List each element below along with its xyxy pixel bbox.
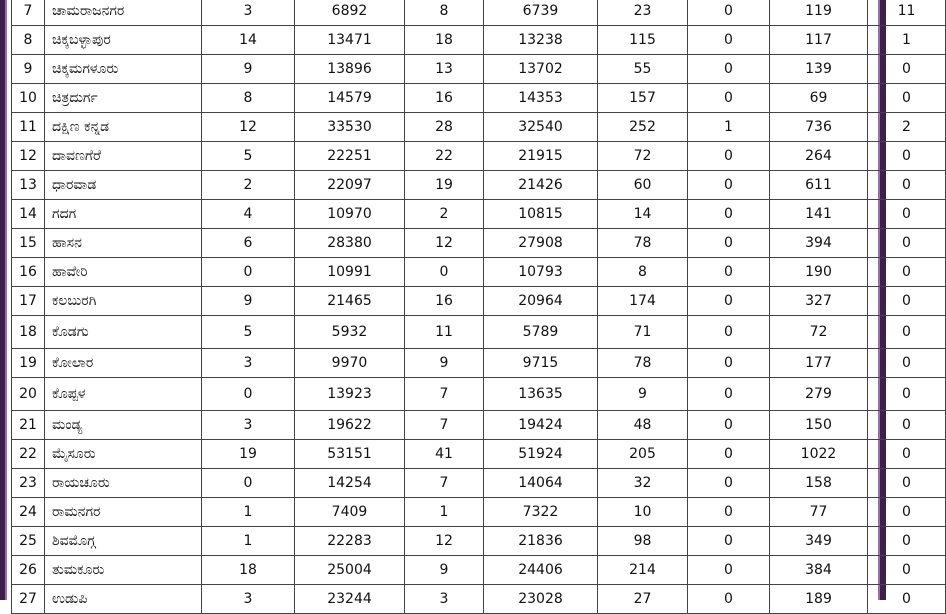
district-name-cell: ಕೋಲಾರ (45, 349, 202, 378)
value-cell-c4: 13238 (484, 26, 598, 55)
value-cell-c2: 9970 (295, 349, 405, 378)
value-cell-c5: 214 (598, 556, 688, 585)
district-name-cell: ಕಲಬುರಗಿ (45, 287, 202, 316)
district-name-cell: ಧಾರವಾಡ (45, 171, 202, 200)
district-name-cell: ಚಾಮರಾಜನಗರ (45, 0, 202, 26)
value-cell-c8: 0 (868, 556, 946, 585)
value-cell-c6: 0 (688, 440, 770, 469)
value-cell-c2: 10970 (295, 200, 405, 229)
value-cell-c7: 1022 (770, 440, 868, 469)
table-row (12, 349, 946, 378)
value-cell-c3: 0 (405, 258, 484, 287)
table-row (12, 498, 946, 527)
value-cell-c1: 3 (202, 411, 295, 440)
value-cell-c1: 19 (202, 440, 295, 469)
value-cell-c7: 264 (770, 142, 868, 171)
value-cell-c8: 0 (868, 440, 946, 469)
value-cell-c4: 24406 (484, 556, 598, 585)
value-cell-c8: 0 (868, 258, 946, 287)
value-cell-c5: 157 (598, 84, 688, 113)
value-cell-c1: 14 (202, 26, 295, 55)
value-cell-c6: 0 (688, 55, 770, 84)
value-cell-c7: 158 (770, 469, 868, 498)
value-cell-c6: 0 (688, 142, 770, 171)
value-cell-c6: 0 (688, 287, 770, 316)
value-cell-c6: 0 (688, 469, 770, 498)
value-cell-c3: 13 (405, 55, 484, 84)
value-cell-c2: 25004 (295, 556, 405, 585)
value-cell-c6: 0 (688, 229, 770, 258)
value-cell-c4: 10793 (484, 258, 598, 287)
district-name-cell: ಶಿವಮೊಗ್ಗ (45, 527, 202, 556)
value-cell-c1: 0 (202, 258, 295, 287)
value-cell-c8: 0 (868, 171, 946, 200)
value-cell-c2: 33530 (295, 113, 405, 142)
value-cell-c8: 0 (868, 142, 946, 171)
value-cell-c2: 14579 (295, 84, 405, 113)
value-cell-c5: 252 (598, 113, 688, 142)
value-cell-c8: 0 (868, 200, 946, 229)
value-cell-c2: 22097 (295, 171, 405, 200)
value-cell-c1: 4 (202, 200, 295, 229)
value-cell-c4: 13635 (484, 378, 598, 411)
value-cell-c4: 14353 (484, 84, 598, 113)
value-cell-c2: 23244 (295, 585, 405, 614)
value-cell-c8: 0 (868, 287, 946, 316)
value-cell-c7: 177 (770, 349, 868, 378)
value-cell-c8: 2 (868, 113, 946, 142)
table-body (12, 0, 946, 614)
district-name-cell: ಚಿಕ್ಕಮಗಳೂರು (45, 55, 202, 84)
value-cell-c5: 55 (598, 55, 688, 84)
value-cell-c6: 0 (688, 84, 770, 113)
value-cell-c8: 1 (868, 26, 946, 55)
row-number-cell: 19 (12, 349, 45, 378)
row-number-cell: 23 (12, 469, 45, 498)
value-cell-c1: 8 (202, 84, 295, 113)
value-cell-c4: 23028 (484, 585, 598, 614)
value-cell-c3: 9 (405, 349, 484, 378)
table-row (12, 585, 946, 614)
value-cell-c1: 12 (202, 113, 295, 142)
district-name-cell: ಮೈಸೂರು (45, 440, 202, 469)
value-cell-c3: 41 (405, 440, 484, 469)
value-cell-c3: 16 (405, 287, 484, 316)
value-cell-c5: 115 (598, 26, 688, 55)
value-cell-c2: 10991 (295, 258, 405, 287)
value-cell-c4: 21836 (484, 527, 598, 556)
value-cell-c3: 7 (405, 411, 484, 440)
table-row (12, 84, 946, 113)
table-row (12, 440, 946, 469)
value-cell-c5: 10 (598, 498, 688, 527)
value-cell-c4: 7322 (484, 498, 598, 527)
value-cell-c5: 71 (598, 316, 688, 349)
value-cell-c5: 205 (598, 440, 688, 469)
value-cell-c6: 0 (688, 200, 770, 229)
row-number-cell: 25 (12, 527, 45, 556)
value-cell-c5: 48 (598, 411, 688, 440)
value-cell-c5: 23 (598, 0, 688, 26)
table-row (12, 0, 946, 26)
value-cell-c3: 8 (405, 0, 484, 26)
row-number-cell: 8 (12, 26, 45, 55)
value-cell-c2: 22251 (295, 142, 405, 171)
value-cell-c5: 72 (598, 142, 688, 171)
value-cell-c3: 2 (405, 200, 484, 229)
value-cell-c5: 9 (598, 378, 688, 411)
value-cell-c7: 736 (770, 113, 868, 142)
value-cell-c5: 8 (598, 258, 688, 287)
value-cell-c7: 279 (770, 378, 868, 411)
value-cell-c8: 0 (868, 229, 946, 258)
value-cell-c4: 20964 (484, 287, 598, 316)
row-number-cell: 10 (12, 84, 45, 113)
table-row (12, 287, 946, 316)
value-cell-c5: 98 (598, 527, 688, 556)
value-cell-c3: 3 (405, 585, 484, 614)
value-cell-c3: 11 (405, 316, 484, 349)
row-number-cell: 13 (12, 171, 45, 200)
value-cell-c4: 9715 (484, 349, 598, 378)
table-row (12, 200, 946, 229)
district-name-cell: ಉಡುಪಿ (45, 585, 202, 614)
value-cell-c7: 611 (770, 171, 868, 200)
value-cell-c7: 77 (770, 498, 868, 527)
table-row (12, 469, 946, 498)
value-cell-c6: 0 (688, 527, 770, 556)
value-cell-c7: 141 (770, 200, 868, 229)
value-cell-c3: 16 (405, 84, 484, 113)
value-cell-c3: 19 (405, 171, 484, 200)
value-cell-c4: 14064 (484, 469, 598, 498)
row-number-cell: 26 (12, 556, 45, 585)
value-cell-c8: 0 (868, 411, 946, 440)
value-cell-c4: 51924 (484, 440, 598, 469)
value-cell-c7: 150 (770, 411, 868, 440)
district-name-cell: ದಾವಣಗೆರೆ (45, 142, 202, 171)
district-name-cell: ರಾಮನಗರ (45, 498, 202, 527)
value-cell-c6: 1 (688, 113, 770, 142)
value-cell-c6: 0 (688, 171, 770, 200)
row-number-cell: 16 (12, 258, 45, 287)
value-cell-c8: 0 (868, 378, 946, 411)
value-cell-c8: 0 (868, 55, 946, 84)
value-cell-c5: 60 (598, 171, 688, 200)
value-cell-c1: 5 (202, 142, 295, 171)
table-row (12, 556, 946, 585)
value-cell-c4: 6739 (484, 0, 598, 26)
value-cell-c2: 14254 (295, 469, 405, 498)
value-cell-c1: 2 (202, 171, 295, 200)
value-cell-c7: 349 (770, 527, 868, 556)
value-cell-c1: 0 (202, 469, 295, 498)
table-row (12, 171, 946, 200)
value-cell-c6: 0 (688, 498, 770, 527)
value-cell-c7: 190 (770, 258, 868, 287)
value-cell-c2: 28380 (295, 229, 405, 258)
value-cell-c3: 22 (405, 142, 484, 171)
value-cell-c2: 5932 (295, 316, 405, 349)
table-row (12, 229, 946, 258)
value-cell-c6: 0 (688, 258, 770, 287)
value-cell-c8: 0 (868, 469, 946, 498)
value-cell-c2: 21465 (295, 287, 405, 316)
value-cell-c3: 7 (405, 469, 484, 498)
table-row (12, 26, 946, 55)
value-cell-c8: 11 (868, 0, 946, 26)
value-cell-c1: 1 (202, 498, 295, 527)
value-cell-c4: 21915 (484, 142, 598, 171)
row-number-cell: 7 (12, 0, 45, 26)
value-cell-c3: 7 (405, 378, 484, 411)
row-number-cell: 9 (12, 55, 45, 84)
page-border-left (0, 0, 7, 600)
value-cell-c4: 5789 (484, 316, 598, 349)
district-data-table (11, 0, 946, 614)
district-name-cell: ಗದಗ (45, 200, 202, 229)
value-cell-c7: 72 (770, 316, 868, 349)
value-cell-c8: 0 (868, 585, 946, 614)
value-cell-c4: 19424 (484, 411, 598, 440)
value-cell-c4: 27908 (484, 229, 598, 258)
value-cell-c1: 3 (202, 0, 295, 26)
value-cell-c1: 3 (202, 349, 295, 378)
value-cell-c6: 0 (688, 585, 770, 614)
district-name-cell: ದಕ್ಷಿಣ ಕನ್ನಡ (45, 113, 202, 142)
value-cell-c1: 9 (202, 287, 295, 316)
district-name-cell: ಕೊಡಗು (45, 316, 202, 349)
value-cell-c2: 6892 (295, 0, 405, 26)
value-cell-c7: 189 (770, 585, 868, 614)
value-cell-c5: 27 (598, 585, 688, 614)
row-number-cell: 11 (12, 113, 45, 142)
row-number-cell: 27 (12, 585, 45, 614)
value-cell-c6: 0 (688, 556, 770, 585)
district-data-table-container (11, 0, 916, 614)
district-name-cell: ಚಿತ್ರದುರ್ಗ (45, 84, 202, 113)
value-cell-c8: 0 (868, 349, 946, 378)
value-cell-c5: 78 (598, 229, 688, 258)
table-row (12, 55, 946, 84)
value-cell-c4: 32540 (484, 113, 598, 142)
district-name-cell: ತುಮಕೂರು (45, 556, 202, 585)
value-cell-c5: 78 (598, 349, 688, 378)
district-name-cell: ಕೊಪ್ಪಳ (45, 378, 202, 411)
value-cell-c3: 12 (405, 229, 484, 258)
district-name-cell: ಚಿಕ್ಕಬಳ್ಳಾಪುರ (45, 26, 202, 55)
value-cell-c3: 1 (405, 498, 484, 527)
table-row (12, 142, 946, 171)
row-number-cell: 21 (12, 411, 45, 440)
value-cell-c8: 0 (868, 498, 946, 527)
value-cell-c7: 327 (770, 287, 868, 316)
value-cell-c5: 32 (598, 469, 688, 498)
value-cell-c8: 0 (868, 527, 946, 556)
value-cell-c2: 22283 (295, 527, 405, 556)
table-row (12, 411, 946, 440)
value-cell-c5: 14 (598, 200, 688, 229)
table-row (12, 316, 946, 349)
district-name-cell: ಮಂಡ್ಯ (45, 411, 202, 440)
district-name-cell: ಹಾವೇರಿ (45, 258, 202, 287)
value-cell-c7: 384 (770, 556, 868, 585)
value-cell-c6: 0 (688, 0, 770, 26)
value-cell-c2: 53151 (295, 440, 405, 469)
row-number-cell: 24 (12, 498, 45, 527)
value-cell-c6: 0 (688, 378, 770, 411)
value-cell-c2: 13471 (295, 26, 405, 55)
value-cell-c1: 5 (202, 316, 295, 349)
table-row (12, 527, 946, 556)
value-cell-c7: 117 (770, 26, 868, 55)
value-cell-c3: 28 (405, 113, 484, 142)
value-cell-c8: 0 (868, 316, 946, 349)
value-cell-c6: 0 (688, 26, 770, 55)
value-cell-c1: 3 (202, 585, 295, 614)
table-row (12, 378, 946, 411)
value-cell-c4: 21426 (484, 171, 598, 200)
row-number-cell: 12 (12, 142, 45, 171)
value-cell-c2: 19622 (295, 411, 405, 440)
district-name-cell: ಹಾಸನ (45, 229, 202, 258)
value-cell-c6: 0 (688, 411, 770, 440)
value-cell-c2: 7409 (295, 498, 405, 527)
value-cell-c1: 0 (202, 378, 295, 411)
value-cell-c3: 12 (405, 527, 484, 556)
value-cell-c1: 1 (202, 527, 295, 556)
value-cell-c4: 10815 (484, 200, 598, 229)
value-cell-c2: 13923 (295, 378, 405, 411)
row-number-cell: 18 (12, 316, 45, 349)
value-cell-c5: 174 (598, 287, 688, 316)
district-name-cell: ರಾಯಚೂರು (45, 469, 202, 498)
value-cell-c8: 0 (868, 84, 946, 113)
row-number-cell: 22 (12, 440, 45, 469)
value-cell-c1: 9 (202, 55, 295, 84)
value-cell-c6: 0 (688, 349, 770, 378)
value-cell-c4: 13702 (484, 55, 598, 84)
table-row (12, 258, 946, 287)
row-number-cell: 20 (12, 378, 45, 411)
row-number-cell: 14 (12, 200, 45, 229)
value-cell-c7: 69 (770, 84, 868, 113)
value-cell-c7: 394 (770, 229, 868, 258)
value-cell-c3: 18 (405, 26, 484, 55)
row-number-cell: 15 (12, 229, 45, 258)
value-cell-c7: 139 (770, 55, 868, 84)
table-row (12, 113, 946, 142)
value-cell-c2: 13896 (295, 55, 405, 84)
row-number-cell: 17 (12, 287, 45, 316)
value-cell-c3: 9 (405, 556, 484, 585)
value-cell-c6: 0 (688, 316, 770, 349)
value-cell-c7: 119 (770, 0, 868, 26)
value-cell-c1: 6 (202, 229, 295, 258)
value-cell-c1: 18 (202, 556, 295, 585)
